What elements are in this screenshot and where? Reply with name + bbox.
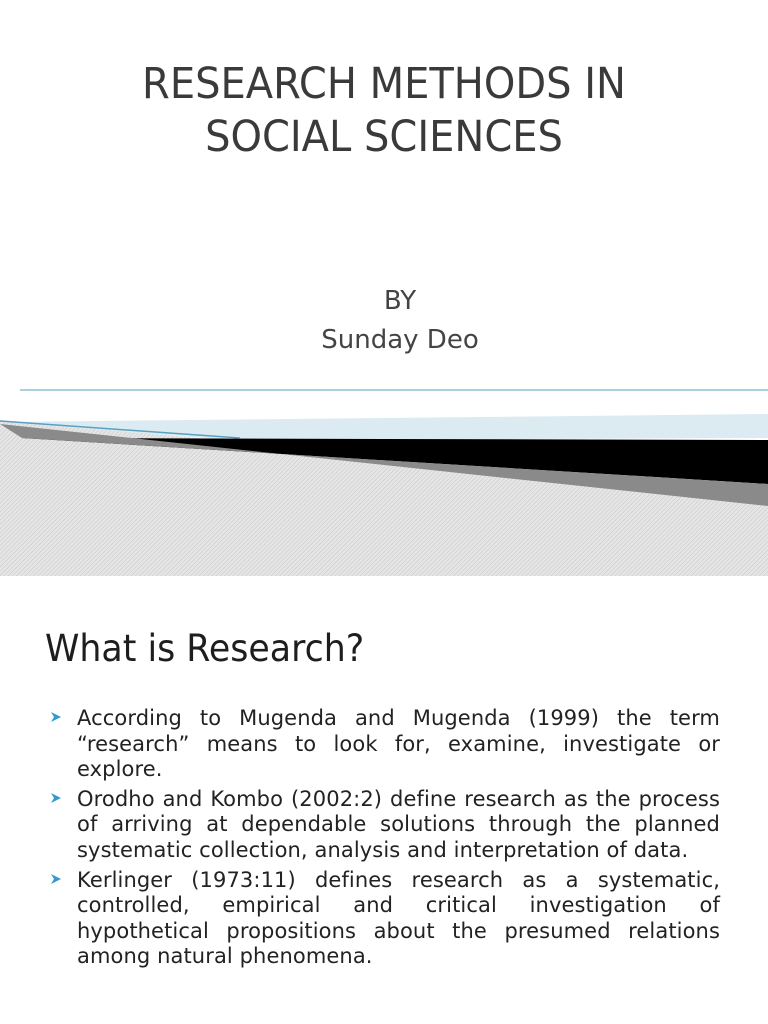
content-slide [0,576,768,1024]
subtitle-by: BY [383,286,417,316]
bullet-text: Orodho and Kombo (2002:2) define research as the process of arriving at dependable solutions through the planned systematic collection, analysis and interpretation of data. [77,786,720,862]
list-item [48,868,720,970]
bullet-list [48,706,720,974]
blue-triangle-bullet-icon [50,873,62,885]
slide-title-line-2: SOCIAL SCIENCES [205,112,563,162]
blue-triangle-bullet-icon [50,711,62,723]
subtitle-author: Sunday Deo [321,325,479,355]
blue-triangle-bullet-icon [50,792,62,804]
slide-title-line-1: RESEARCH METHODS IN [142,59,626,109]
slide-title [27,58,741,164]
bullet-text: According to Mugenda and Mugenda (1999) the term “research” means to look for, examine, investigate or explore. [77,706,720,782]
list-item [48,787,720,864]
bullet-text: Kerlinger (1973:11) defines research as a systematic, controlled, empirical and critical investigation of hypothetical propositions about the presumed relations among natural phenomena. [77,867,720,969]
decorative-band-graphic [0,380,768,576]
slide-heading: What is Research? [45,627,365,670]
slide-subtitle [0,282,768,360]
list-item [48,706,720,783]
